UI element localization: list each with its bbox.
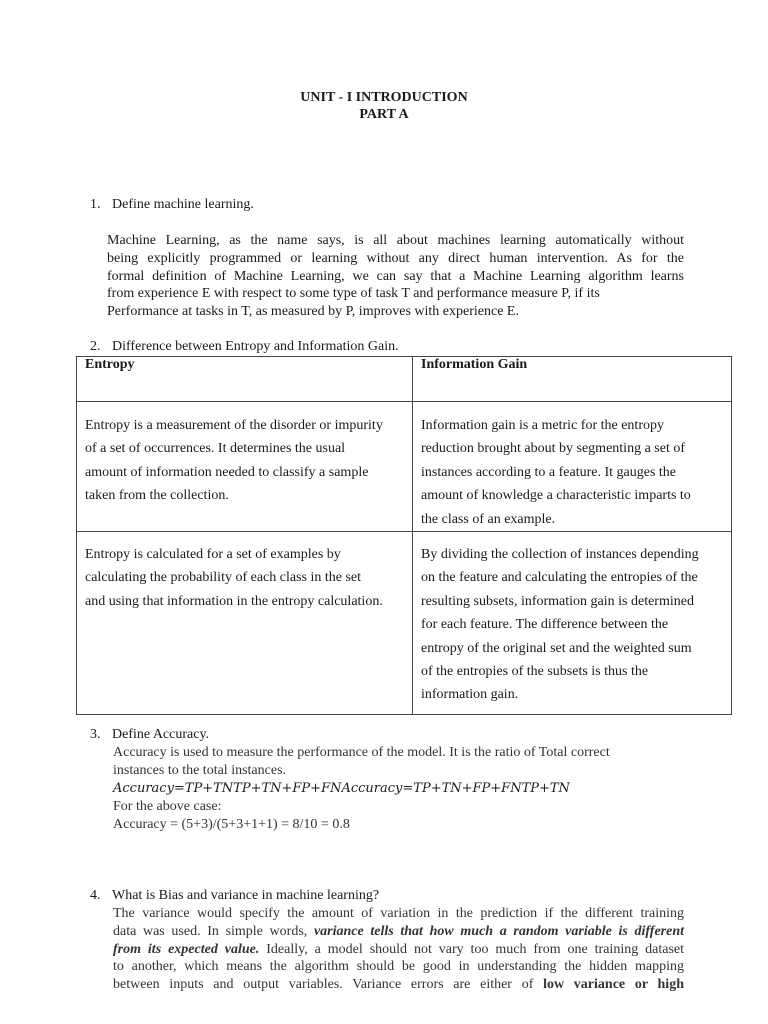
answer-bold: low variance or high <box>543 977 684 993</box>
cell-line: amount of knowledge a characteristic imparts to <box>421 488 691 504</box>
table-header-row <box>77 357 732 402</box>
cell-line: amount of information needed to classify a sample <box>85 464 369 480</box>
accuracy-definition-line: instances to the total instances. <box>113 763 287 778</box>
answer-line <box>113 976 684 994</box>
cell-line: of the entropies of the subsets is thus the <box>421 664 649 680</box>
entropy-vs-information-gain-table <box>76 356 732 715</box>
accuracy-definition-line: Accuracy is used to measure the performance of the model. It is the ratio of Total correct <box>113 745 610 760</box>
part-title: PART A <box>359 107 409 122</box>
answer-text: data was used. In simple words, <box>113 923 314 939</box>
cell-line: calculating the probability of each class in the set <box>85 570 362 586</box>
cell-line: of a set of occurrences. It determines the usual <box>85 441 346 457</box>
answer-1 <box>107 232 684 321</box>
cell-line: the class of an example. <box>421 511 556 527</box>
answer-line: Machine Learning, as the name says, is all about machines learning automatically without <box>107 233 684 248</box>
cell-line: taken from the collection. <box>85 488 229 504</box>
table-cell <box>77 402 413 532</box>
question-4 <box>90 887 379 905</box>
question-text: What is Bias and variance in machine learning? <box>112 888 380 903</box>
cell-line: Information gain is a metric for the entropy <box>421 418 664 433</box>
accuracy-case-label: For the above case: <box>113 799 222 814</box>
cell-line: Entropy is calculated for a set of examples by <box>85 547 341 563</box>
answer-4 <box>113 905 684 994</box>
answer-line: from experience E with respect to some type of task T and performance measure P, if its <box>107 286 600 302</box>
answer-line <box>113 941 684 959</box>
cell-line: instances according to a feature. It gauges the <box>421 464 677 480</box>
question-text: Difference between Entropy and Information Gain. <box>112 339 399 354</box>
answer-emphasis: from its expected value. <box>113 941 260 957</box>
answer-text: Ideally, a model should not vary too much from one training dataset <box>259 941 684 957</box>
cell-line: reduction brought about by segmenting a set of <box>421 441 685 457</box>
accuracy-formula: Accuracy=TP+TNTP+TN+FP+FNAccuracy=TP+TN+FP+FNTP+TN <box>113 781 570 796</box>
cell-line: resulting subsets, information gain is determined <box>421 593 694 609</box>
table-cell <box>413 532 732 715</box>
cell-line: on the feature and calculating the entropies of the <box>421 570 698 586</box>
answer-text: between inputs and output variables. Variance errors are either of <box>113 977 544 993</box>
answer-line: to another, which means the algorithm should be good in understanding the hidden mapping <box>113 959 684 975</box>
cell-line: for each feature. The difference between the <box>421 617 669 633</box>
table-row <box>77 532 732 715</box>
cell-line: By dividing the collection of instances depending <box>421 547 699 563</box>
cell-line: and using that information in the entropy calculation. <box>85 593 383 609</box>
cell-line: Entropy is a measurement of the disorder or impurity <box>85 418 383 433</box>
answer-emphasis: variance tells that how much a random variable is different <box>313 923 685 939</box>
answer-line <box>113 923 684 941</box>
table-cell <box>413 402 732 532</box>
header-information-gain: Information Gain <box>413 357 732 402</box>
answer-line: Performance at tasks in T, as measured by P, improves with experience E. <box>107 304 519 320</box>
question-1 <box>90 196 254 214</box>
question-3 <box>90 726 209 744</box>
table-cell <box>77 532 413 715</box>
question-text: Define Accuracy. <box>112 727 210 742</box>
table-row <box>77 402 732 532</box>
question-number: 2. <box>90 339 101 354</box>
header-entropy: Entropy <box>77 357 413 402</box>
accuracy-calculation: Accuracy = (5+3)/(5+3+1+1) = 8/10 = 0.8 <box>113 817 350 832</box>
cell-line: information gain. <box>421 687 519 703</box>
question-number: 3. <box>90 727 101 742</box>
unit-title: UNIT - I INTRODUCTION <box>300 90 468 105</box>
cell-line: entropy of the original set and the weighted sum <box>421 640 692 656</box>
answer-line: The variance would specify the amount of variation in the prediction if the different training <box>113 906 684 921</box>
answer-line: being explicitly programmed or learning without any direct human intervention. As for the <box>107 250 684 266</box>
question-number: 4. <box>90 888 101 903</box>
question-number: 1. <box>90 197 101 212</box>
answer-line: formal definition of Machine Learning, we can say that a Machine Learning algorithm learns <box>107 268 684 284</box>
question-2 <box>90 338 399 356</box>
question-text: Define machine learning. <box>112 197 254 212</box>
